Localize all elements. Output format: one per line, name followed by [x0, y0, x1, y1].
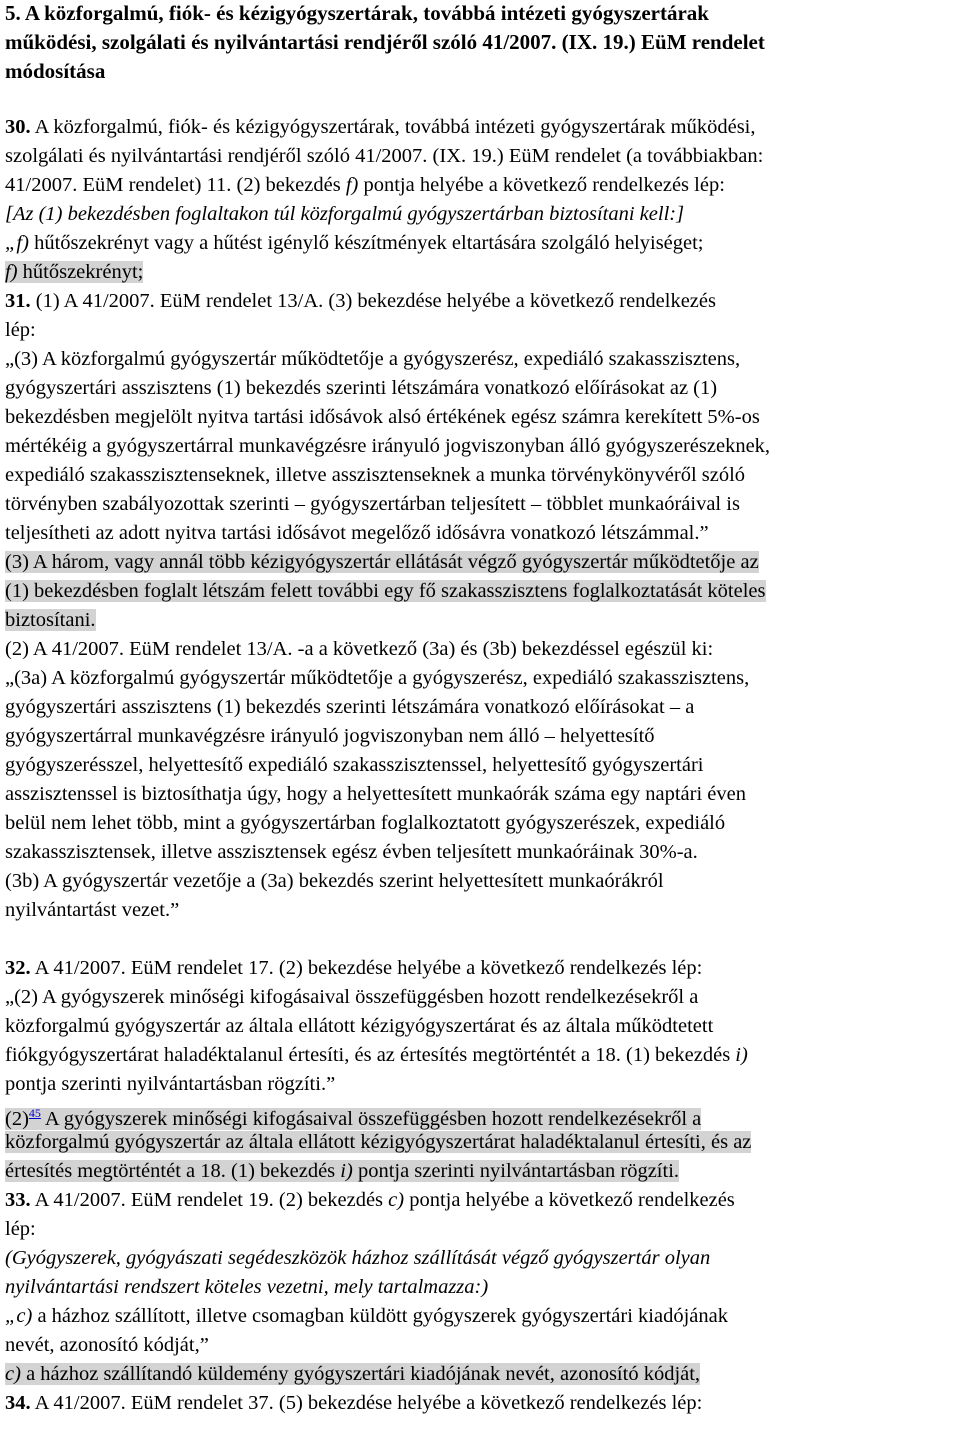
paragraph-number: 33.: [5, 1189, 31, 1211]
paragraph-30-line: „f) hűtőszekrényt vagy a hűtést igénylő készítmények eltartására szolgáló helyiséget;: [5, 232, 704, 254]
paragraph-31-highlight-line: biztosítani.: [5, 609, 96, 631]
paragraph-30-italic-line: [Az (1) bekezdésben foglaltakon túl közforgalmú gyógyszertárban biztosítani kell:]: [5, 203, 685, 225]
paragraph-30-line: 30. A közforgalmú, fiók- és kézigyógyszertárak, továbbá intézeti gyógyszertárak működési,: [5, 116, 756, 138]
paragraph-30-highlight-line: f) hűtőszekrényt;: [5, 261, 144, 283]
paragraph-31-line: gyógyszertárral munkavégzésre irányuló jogviszonyban nem álló – helyettesítő: [5, 725, 655, 747]
paragraph-31-line: nyilvántartást vezet.”: [5, 899, 180, 921]
paragraph-31-line: (3b) A gyógyszertár vezetője a (3a) bekezdés szerint helyettesített munkaórákról: [5, 870, 664, 892]
paragraph-31-line: szakasszisztensek, illetve asszisztensek egész évben teljesített munkaóráinak 30%-a.: [5, 841, 698, 863]
paragraph-33-italic-line: nyilvántartási rendszert köteles vezetni, mely tartalmazza:): [5, 1276, 489, 1298]
section-heading-line-1: 5. A közforgalmú, fiók- és kézigyógyszertárak, továbbá intézeti gyógyszertárak: [5, 1, 709, 25]
paragraph-31-line: asszisztenssel is biztosíthatja úgy, hogy a helyettesített munkaórák száma egy naptári éven: [5, 783, 747, 805]
paragraph-32-line: pontja szerinti nyilvántartásban rögzíti.”: [5, 1073, 336, 1095]
paragraph-32-line: közforgalmú gyógyszertár az általa ellátott kézigyógyszertárat és az általa működtetett: [5, 1015, 714, 1037]
paragraph-31-line: belül nem lehet több, mint a gyógyszertárban foglalkoztatott gyógyszerészek, expediáló: [5, 812, 726, 834]
paragraph-31-line: „(3) A közforgalmú gyógyszertár működtetője a gyógyszerész, expediáló szakasszisztens,: [5, 348, 741, 370]
paragraph-31-line: gyógyszertári asszisztens (1) bekezdés szerinti létszámára vonatkozó előírásokat – a: [5, 696, 695, 718]
paragraph-31-line: (2) A 41/2007. EüM rendelet 13/A. -a a következő (3a) és (3b) bekezdéssel egészül ki:: [5, 638, 714, 660]
paragraph-31-line: „(3a) A közforgalmú gyógyszertár működtetője a gyógyszerész, expediáló szakasszisztens,: [5, 667, 750, 689]
paragraph-33-line: „c) a házhoz szállított, illetve csomagban küldött gyógyszerek gyógyszertári kiadójának: [5, 1305, 728, 1327]
paragraph-32-highlight-line: $(2)^{45}$ A gyógyszerek minőségi kifogásaival összefüggésben hozott rendelkezésekről a: [5, 1106, 702, 1130]
paragraph-32-line: fiókgyógyszertárat haladéktalanul értesíti, és az értesítés megtörténtét a 18. (1) bekezdés i): [5, 1044, 748, 1066]
paragraph-33-highlight-line: c) a házhoz szállítandó küldemény gyógyszertári kiadójának nevét, azonosító kódját,: [5, 1363, 701, 1385]
paragraph-31-line: 31. (1) A 41/2007. EüM rendelet 13/A. (3) bekezdése helyébe a következő rendelkezés: [5, 290, 716, 312]
paragraph-33-line: nevét, azonosító kódját,”: [5, 1334, 209, 1356]
paragraph-33-line: lép:: [5, 1218, 36, 1240]
paragraph-32-highlight-line: közforgalmú gyógyszertár az általa ellátott kézigyógyszertárat haladéktalanul értesíti, és az: [5, 1131, 752, 1153]
paragraph-34-line: 34. A 41/2007. EüM rendelet 37. (5) bekezdése helyébe a következő rendelkezés lép:: [5, 1392, 703, 1414]
paragraph-number: 30.: [5, 116, 31, 138]
paragraph-31-line: expediáló szakasszisztenseknek, illetve asszisztenseknek a munka törvénykönyvéről szóló: [5, 464, 746, 486]
section-heading-line-2: működési, szolgálati és nyilvántartási rendjéről szóló 41/2007. (IX. 19.) EüM rendelet: [5, 30, 765, 54]
paragraph-32-line: 32. A 41/2007. EüM rendelet 17. (2) bekezdése helyébe a következő rendelkezés lép:: [5, 957, 703, 979]
paragraph-number: 31.: [5, 290, 31, 312]
paragraph-32-highlight-line: értesítés megtörténtét a 18. (1) bekezdés i) pontja szerinti nyilvántartásban rögzíti.: [5, 1160, 680, 1182]
footnote-link[interactable]: 45: [28, 1106, 41, 1120]
paragraph-31-line: teljesítheti az adott nyitva tartási idősávot megelőző idősávra vonatkozó létszámmal.”: [5, 522, 709, 544]
paragraph-32-line: „(2) A gyógyszerek minőségi kifogásaival összefüggésben hozott rendelkezésekről a: [5, 986, 699, 1008]
section-heading-line-3: módosítása: [5, 59, 106, 83]
paragraph-30-line: 41/2007. EüM rendelet) 11. (2) bekezdés f) pontja helyébe a következő rendelkezés lép:: [5, 174, 725, 196]
paragraph-31-line: lép:: [5, 319, 36, 341]
paragraph-31-highlight-line: (1) bekezdésben foglalt létszám felett további egy fő szakasszisztens foglalkoztatását köteles: [5, 580, 766, 602]
paragraph-31-line: törvényben szabályozottak szerinti – gyógyszertárban teljesített – többlet munkaóráival is: [5, 493, 740, 515]
paragraph-31-line: gyógyszertári asszisztens (1) bekezdés szerinti létszámára vonatkozó előírásokat az (1): [5, 377, 718, 399]
paragraph-31-highlight-line: (3) A három, vagy annál több kézigyógyszertár ellátását végző gyógyszertár működtetője az: [5, 551, 759, 573]
paragraph-30-line: szolgálati és nyilvántartási rendjéről szóló 41/2007. (IX. 19.) EüM rendelet (a továbbiakban:: [5, 145, 764, 167]
paragraph-number: 34.: [5, 1392, 31, 1414]
paragraph-33-italic-line: (Gyógyszerek, gyógyászati segédeszközök házhoz szállítását végző gyógyszertár olyan: [5, 1247, 711, 1269]
paragraph-number: 32.: [5, 957, 31, 979]
paragraph-31-line: gyógyszerésszel, helyettesítő expediáló szakasszisztenssel, helyettesítő gyógyszertári: [5, 754, 704, 776]
paragraph-31-line: mértékéig a gyógyszertárral munkavégzésre irányuló jogviszonyban álló gyógyszerészeknek,: [5, 435, 771, 457]
paragraph-33-line: 33. A 41/2007. EüM rendelet 19. (2) bekezdés c) pontja helyébe a következő rendelkezés: [5, 1189, 735, 1211]
paragraph-31-line: bekezdésben megjelölt nyitva tartási idősávok alsó értékének egész számra kerekített 5%-os: [5, 406, 760, 428]
